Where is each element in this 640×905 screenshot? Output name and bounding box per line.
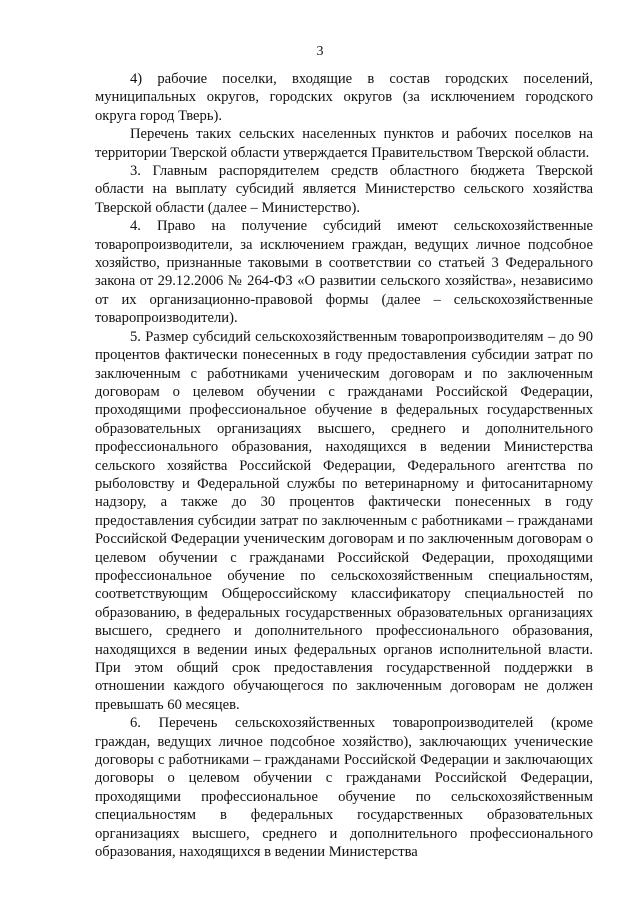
page-number: 3	[316, 44, 324, 59]
paragraph-3-budget-administrator: 3. Главным распорядителем средств областного бюджета Тверской области на выплату субсидий является Министерство сельского хозяйства Тверской области (далее – Министерство).	[95, 163, 593, 216]
paragraph-list-approval: Перечень таких сельских населенных пунктов и рабочих поселков на территории Тверской области утверждается Правительством Тверской области.	[95, 126, 593, 161]
paragraph-5-subsidy-amount: 5. Размер субсидий сельскохозяйственным товаропроизводителям – до 90 процентов фактически понесенных в году предоставления субсидии затрат по заключенным с работниками ученическим договорам и по заключенным договорам о целевом обучении с гражданами Российской Федерации, проходящими профессиональное обучение в федеральных государственных образовательных организациях высшего, среднего и дополнительного профессионального образования, находящихся в ведении Министерства сельского хозяйства Российской Федерации, Федерального агентства по рыболовству и Федеральной службы по ветеринарному и фитосанитарному надзору, а также до 30 процентов фактически понесенных в году предоставления субсидии затрат по заключенным с работниками – гражданами Российской Федерации ученическим договорам и по заключенным договорам о целевом обучении с гражданами Российской Федерации, проходящими профессиональное обучение по сельскохозяйственным специальностям, соответствующим Общероссийскому классификатору специальностей по образованию, в федеральных государственных образовательных организациях высшего, среднего и дополнительного профессионального образования, находящихся в ведении иных федеральных органов исполнительной власти. При этом общий срок предоставления государственной поддержки в отношении каждого обучающегося по заключенным договорам не должен превышать 60 месяцев.	[95, 328, 593, 713]
paragraph-4-eligibility: 4. Право на получение субсидий имеют сельскохозяйственные товаропроизводители, за исключением граждан, ведущих личное подсобное хозяйство, признанные таковыми в соответствии со статьей 3 Федерального закона от 29.12.2006 № 264-ФЗ «О развитии сельского хозяйства», независимо от их организационно-правовой формы (далее – сельскохозяйственные товаропроизводители).	[95, 218, 593, 327]
paragraph-item-4-rural-settlements: 4) рабочие поселки, входящие в состав городских поселений, муниципальных округов, городских округов (за исключением городского округа город Тверь).	[95, 71, 593, 124]
document-body	[95, 70, 593, 861]
paragraph-6-producer-list: 6. Перечень сельскохозяйственных товаропроизводителей (кроме граждан, ведущих личное подсобное хозяйство), заключающих ученические договоры с работниками – гражданами Российской Федерации и заключающих договоры о целевом обучении с гражданами Российской Федерации, проходящими профессиональное обучение по сельскохозяйственным специальностям в федеральных государственных образовательных организациях высшего, среднего и дополнительного профессионального образования, находящихся в ведении Министерства	[95, 715, 593, 861]
